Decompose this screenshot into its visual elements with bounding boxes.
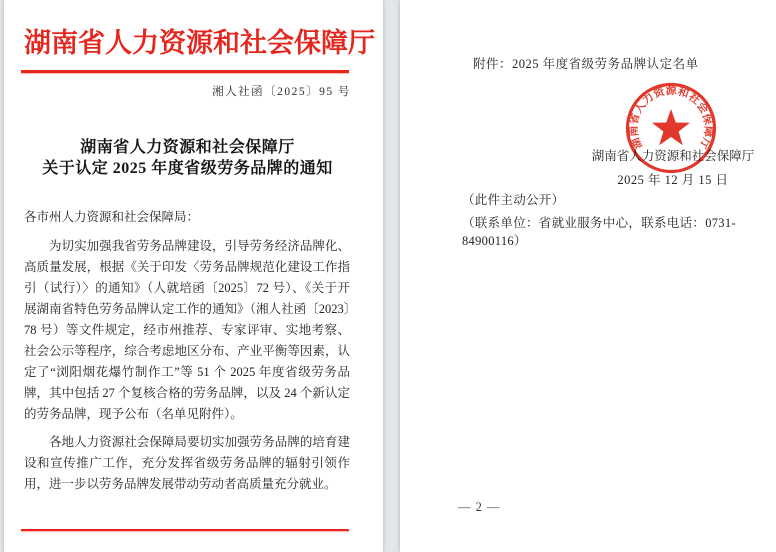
issuing-authority: 湖南省人力资源和社会保障厅 <box>591 149 755 163</box>
document-title-line1: 湖南省人力资源和社会保障厅 <box>80 139 295 156</box>
document-title <box>24 137 351 179</box>
page-1 <box>4 0 383 552</box>
attachment-line: 附件：2025 年度省级劳务品牌认定名单 <box>473 57 699 71</box>
body-text <box>24 207 350 495</box>
official-seal <box>623 80 719 176</box>
page-2 <box>400 0 776 552</box>
letterhead-rule <box>21 70 349 73</box>
contact-note: （联系单位：省就业服务中心，联系电话：0731-84900116） <box>462 216 736 248</box>
issue-date: 2025 年 12 月 15 日 <box>617 173 729 187</box>
body-paragraph-2: 各地人力资源社会保障局要切实加强劳务品牌的培育建设和宣传推广工作，充分发挥省级劳务品牌的辐射引领作用，进一步以劳务品牌发展带动劳动者高质量充分就业。 <box>24 435 350 491</box>
document-number: 湘人社函〔2025〕95 号 <box>212 86 351 98</box>
document-title-line2: 关于认定 2025 年度省级劳务品牌的通知 <box>42 160 333 177</box>
letterhead-title: 湖南省人力资源和社会保障厅 <box>24 28 375 58</box>
footer-rule <box>21 529 349 532</box>
salutation: 各市州人力资源和社会保障局： <box>24 210 200 224</box>
seal-arc-text: 湖南省人力资源和社会保障厅 <box>627 85 715 151</box>
body-paragraph-1: 为切实加强我省劳务品牌建设，引导劳务经济品牌化、高质量发展，根据《关于印发〈劳务品牌规范化建设工作指引（试行）〉的通知》（人就培函〔2025〕72 号）、《关于开展湖南省特色劳务品牌认定工作的通知》（湘人社函〔2023〕78 号）等文件规定，经市州推荐、专家评审、实地考察、社会公示等程序，综合考虑地区分布、产业平衡等因素，认定了“浏阳烟花爆竹制作工”等 51 个 2025 年度省级劳务品牌，其中包括 27 个复核合格的劳务品牌，以及 24 个新认定的劳务品牌，现予公布（名单见附件）。 <box>24 239 350 421</box>
disclosure-note: （此件主动公开） <box>462 193 565 207</box>
star-icon <box>652 109 690 145</box>
page-number: — 2 — <box>458 500 501 514</box>
